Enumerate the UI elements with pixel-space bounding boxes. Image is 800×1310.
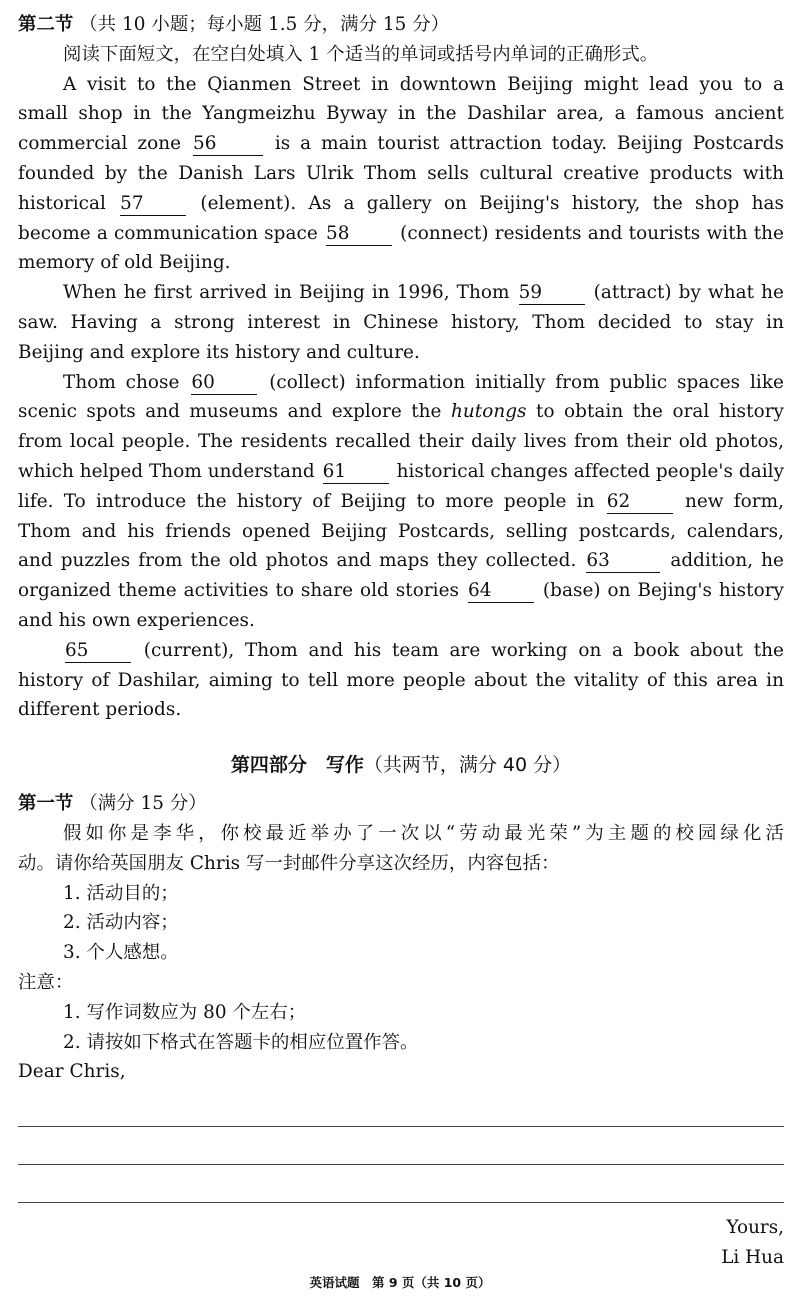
section1-heading: 第一节: [18, 793, 74, 815]
blank-58: 58: [326, 223, 392, 246]
signature: Li Hua: [721, 1247, 784, 1269]
blank-63: 63: [586, 550, 660, 573]
salutation: Dear Chris,: [18, 1061, 126, 1083]
blank-56: 56: [193, 133, 263, 156]
writing-lines: [18, 1089, 784, 1203]
passage-line: Thom and his friends opened Beijing Postcards, selling postcards, calendars,: [18, 520, 784, 542]
writing-line[interactable]: [18, 1089, 784, 1127]
prompt-item: 3. 个人感想。: [63, 942, 179, 964]
section2-instruction: 阅读下面短文，在空白处填入 1 个适当的单词或括号内单词的正确形式。: [63, 43, 659, 65]
blank-65: 65: [65, 640, 131, 663]
page-footer: 英语试题 第 9 页（共 10 页）: [309, 1275, 491, 1290]
passage-line: founded by the Danish Lars Ulrik Thom sells cultural creative products with: [18, 162, 784, 184]
section2-heading: 第二节: [18, 14, 74, 35]
passage-line: life. To introduce the history of Beijing to more people in 62 new form,: [18, 490, 784, 512]
passage-line: commercial zone 56 is a main tourist attraction today. Beijing Postcards: [18, 133, 784, 155]
blank-62: 62: [607, 491, 673, 514]
passage-line: and puzzles from the old photos and maps they collected. 63 addition, he: [18, 550, 784, 572]
passage-line: When he first arrived in Beijing in 1996, Thom 59 (attract) by what he: [63, 282, 784, 304]
note-label: 注意：: [18, 971, 74, 993]
writing-line[interactable]: [18, 1165, 784, 1203]
passage-line: A visit to the Qianmen Street in downtown Beijing might lead you to a: [63, 73, 784, 95]
prompt-item: 1. 活动目的；: [63, 882, 179, 904]
passage-line: different periods.: [18, 699, 182, 721]
passage-line: from local people. The residents recalled their daily lives from their old photos,: [18, 431, 784, 453]
prompt-line: 假如你是李华，你校最近举办了一次以“劳动最光荣”为主题的校园绿化活: [63, 822, 784, 844]
section2-header: [18, 10, 784, 40]
blank-59: 59: [519, 282, 585, 305]
section2-meta: （共 10 小题；每小题 1.5 分，满分 15 分）: [79, 14, 450, 35]
passage-line: which helped Thom understand 61 historical changes affected people's daily: [18, 460, 785, 482]
writing-line[interactable]: [18, 1127, 784, 1165]
passage-line: Thom chose 60 (collect) information initially from public spaces like: [63, 371, 784, 393]
prompt-item: 2. 活动内容；: [63, 912, 179, 934]
passage-line: become a communication space 58 (connect) residents and tourists with the: [18, 222, 784, 244]
passage-line: 65 (current), Thom and his team are working on a book about the: [65, 639, 784, 661]
passage-line: Beijing and explore its history and culture.: [18, 341, 420, 363]
passage-line: small shop in the Yangmeizhu Byway in the Dashilar area, a famous ancient: [18, 103, 784, 125]
passage-line: historical 57 (element). As a gallery on Beijing's history, the shop has: [18, 192, 784, 214]
blank-60: 60: [191, 372, 257, 395]
passage-line: scenic spots and museums and explore the hutongs to obtain the oral history: [18, 401, 784, 423]
prompt-line: 动。请你给英国朋友 Chris 写一封邮件分享这次经历，内容包括：: [18, 852, 560, 874]
note-item: 2. 请按如下格式在答题卡的相应位置作答。: [63, 1031, 419, 1053]
closing: Yours,: [726, 1217, 784, 1239]
section1-header: [18, 789, 784, 819]
passage-line: memory of old Beijing.: [18, 252, 231, 274]
passage-line: saw. Having a strong interest in Chinese history, Thom decided to stay in: [18, 311, 784, 333]
section1-meta: （满分 15 分）: [79, 793, 207, 815]
exam-page: [18, 10, 784, 1273]
passage-line: history of Dashilar, aiming to tell more people about the vitality of this area in: [18, 669, 784, 691]
blank-64: 64: [468, 580, 534, 603]
passage-line: and his own experiences.: [18, 609, 255, 631]
passage-line: organized theme activities to share old stories 64 (base) on Bejing's history: [18, 580, 784, 602]
blank-57: 57: [120, 193, 186, 216]
blank-61: 61: [323, 461, 389, 484]
part4-title: 第四部分 写作（共两节，满分 40 分）: [230, 754, 572, 777]
note-item: 1. 写作词数应为 80 个左右；: [63, 1001, 307, 1023]
